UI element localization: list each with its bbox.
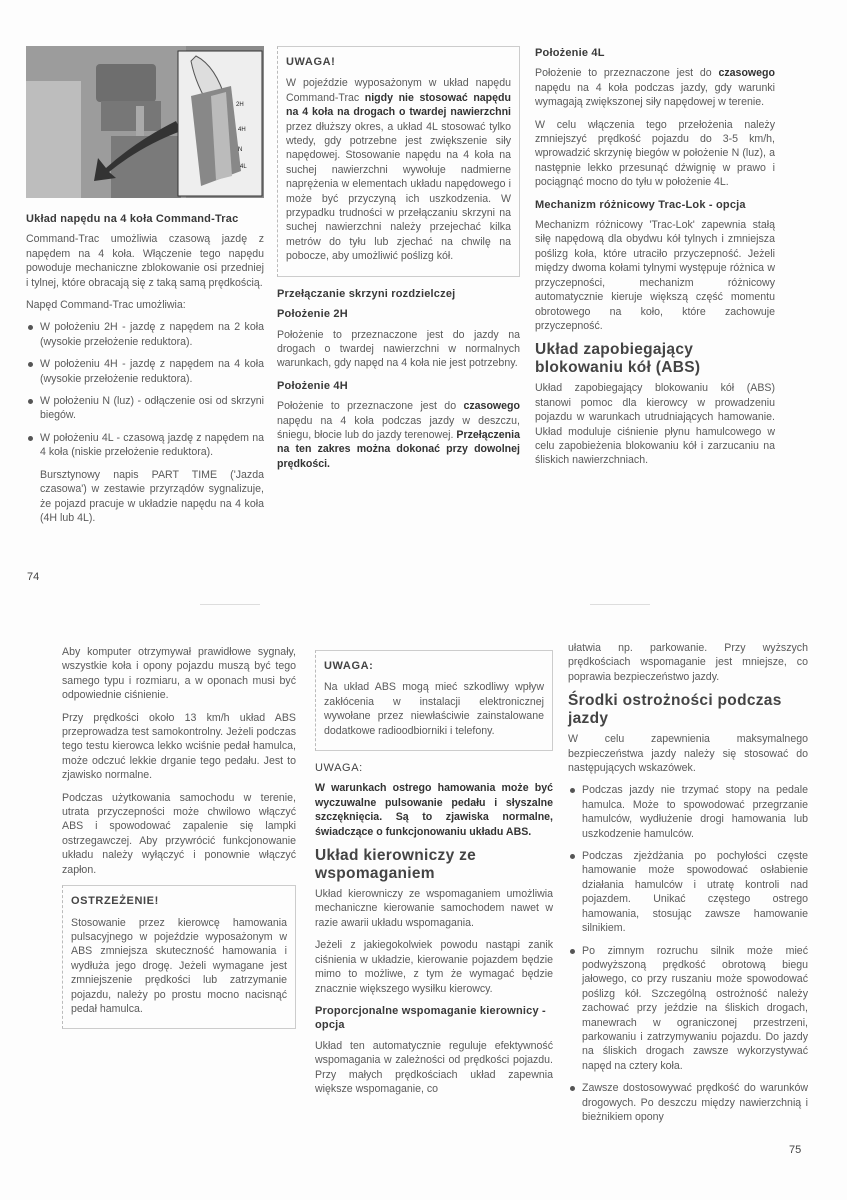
bullet-item xyxy=(568,783,808,841)
section-title: Środki ostrożności podczas jazdy xyxy=(568,692,782,728)
paragraph xyxy=(62,645,296,703)
paragraph xyxy=(535,66,775,109)
caution-box xyxy=(315,650,553,751)
paragraph xyxy=(62,791,296,877)
text-run: Podczas jazdy nie trzymać stopy na pedale hamulca. Może to spowodować przegrzanie hamulców, wydłużenie drogi hamowania lub uszkodzenie hamulców. xyxy=(582,784,808,840)
section-heading: Mechanizm różnicowy Trac-Lok - opcja xyxy=(535,198,746,211)
paragraph xyxy=(568,641,808,684)
text-run: Układ ten automatycznie reguluje efektywność wspomagania w zależności od prędkości pojazdu. Przy małych prędkościach układ zapewnia większe wspomaganie, co xyxy=(315,1039,553,1095)
text-run: W położeniu 2H - jazdę z napędem na 2 koła (wysokie przełożenie reduktora). xyxy=(40,321,264,348)
bullet-item xyxy=(568,1081,808,1124)
text-run: Aby komputer otrzymywał prawidłowe sygnały, wszystkie koła i opony pojazdu muszą być tego samego typu i rozmiaru, a w oponach musi być odpowiednie ciśnienie. xyxy=(62,646,296,702)
page-number: 75 xyxy=(789,1144,802,1156)
text-run: Po zimnym rozruchu silnik może mieć podwyższoną prędkość obrotową biegu jałowego, co przy ruszaniu może spowodować poślizg kół. Szczególną ostrożność należy zachować przy jeździe na śliskich drogach, manewrach w ograniczonej przestrzeni, parkowaniu i zatrzymywaniu pojazdu. Do jazdy na śliskich drogach zawsze wykorzystywać napęd na cztery koła. xyxy=(582,944,808,1072)
bullet-item xyxy=(26,394,264,423)
p74-col3 xyxy=(535,44,775,476)
bullet-item xyxy=(26,357,264,386)
p75-col1 xyxy=(62,645,296,1039)
paragraph xyxy=(315,781,553,839)
text-run: Układ kierowniczy ze wspomaganiem umożliwia mechaniczne kierowanie samochodem nawet w razie awarii układu wspomagania. xyxy=(315,888,553,929)
text-run: Położenie to przeznaczone jest do xyxy=(277,400,464,413)
text-run: napędu na 4 koła podczas jazdy w deszczu, śniegu, błocie lub do jazdy terenowej. xyxy=(277,414,520,441)
section-heading: Położenie 2H xyxy=(277,308,348,321)
text-run: napędu na 4 koła podczas jazdy, gdy warunki wymagają zwiększonej siły napędowej w terenie. xyxy=(535,81,775,109)
paragraph xyxy=(315,1039,553,1097)
transfer-case-lever-photo xyxy=(26,46,264,198)
p74-col2 xyxy=(277,46,520,479)
text-run: przez dłuższy okres, a układ 4L stosować tylko wtedy, gdy potrzebne jest zwiększenie siły napędowej. Stosowanie napędu na 4 koła na suchej nawierzchni wywołuje nadmierne naprężenia w elementach układu napędowego i może być przyczyną ich uszkodzenia. W przypadku trudności w przełączaniu skrzyni na suchej nawierzchni należy przejechać kilka metrów do tyłu lub zjechać na chwilę na pobocze, aby umożliwić poślizg kół. xyxy=(286,120,511,263)
page-number: 74 xyxy=(27,571,40,583)
text-run: W celu włączenia tego przełożenia należy zmniejszyć prędkość pojazdu do 3-5 km/h, wprowadzić skrzynię biegów w położenie N (luz), a następnie lekko przesunąć dźwignię w prawo i pociągnąć mocno do tyłu w położenie 4L. xyxy=(535,118,775,189)
bold-text: W warunkach ostrego hamowania może być wyczuwalne pulsowanie pedału i słyszalne szczęknięcia. Są to zjawiska normalne, świadczące o funkcjonowaniu układu ABS. xyxy=(315,782,553,838)
paragraph xyxy=(62,711,296,783)
bullet-item xyxy=(26,431,264,460)
text-run: Położenie to przeznaczone jest do jazdy na drogach o twardej nawierzchni w normalnych warunkach, gdy napęd na 4 koła nie jest potrzebny. xyxy=(277,328,520,370)
paragraph xyxy=(26,232,264,290)
text-run: Stosowanie przez kierowcę hamowania pulsacyjnego w pojeździe wyposażonym w ABS zmniejsza skuteczność hamowania i wydłuża jego drogę. Jeżeli wymagane jest zmniejszenie prędkości lub zatrzymanie pojazdu, należy po prostu mocno nacisnąć pedał hamulca. xyxy=(71,916,287,1015)
p75-col2 xyxy=(315,650,553,1104)
text-run: Położenie to przeznaczone jest do xyxy=(535,67,719,80)
bullet-item xyxy=(568,849,808,935)
text-run: Bursztynowy napis PART TIME ('Jazda czasowa') w zestawie przyrządów sygnalizuje, że pojazd pracuje w układzie napędu na 4 koła (4H lub 4L). xyxy=(40,468,264,524)
section-heading: Proporcjonalne wspomaganie kierownicy - opcja xyxy=(315,1004,546,1032)
paragraph xyxy=(315,938,553,996)
box-title: OSTRZEŻENIE! xyxy=(71,895,159,908)
bullet-item xyxy=(26,320,264,349)
warning-box xyxy=(62,885,296,1029)
paragraph xyxy=(277,328,520,371)
svg-text:4L: 4L xyxy=(240,164,247,170)
section-heading: Położenie 4H xyxy=(277,379,348,392)
paragraph xyxy=(315,887,553,930)
svg-text:2H: 2H xyxy=(236,102,244,108)
text-run: Układ zapobiegający blokowaniu kół (ABS) stanowi pomoc dla kierowcy w prowadzeniu pojazdu w warunkach utrudniających hamowanie. Układ moduluje ciśnienie płynu hamulcowego w celu zapobieżenia blokowaniu kół i zarzucaniu na śliskich nawierzchniach. xyxy=(535,382,775,467)
text-run: W położeniu N (luz) - odłączenie osi od skrzyni biegów. xyxy=(40,395,264,422)
section-title: Układ kierowniczy ze wspomaganiem xyxy=(315,847,477,883)
text-run: Jeżeli z jakiegokolwiek powodu nastąpi zanik ciśnienia w układzie, kierowanie pojazdem będzie mimo to możliwe, z tym że wymagać będzie znacznie większego wysiłku kierowcy. xyxy=(315,939,553,995)
text-run: Zawsze dostosowywać prędkość do warunków drogowych. Po deszczu między nawierzchnią i bieżnikiem opony xyxy=(582,1082,808,1123)
paragraph xyxy=(324,680,544,738)
caution-box xyxy=(277,46,520,277)
paragraph xyxy=(286,76,511,263)
paragraph xyxy=(277,399,520,471)
text-run: Mechanizm różnicowy 'Trac-Lok' zapewnia stałą siłę napędową dla obydwu kół tylnych i zmniejsza poślizg koła, które utraciło przyczepność. Jeżeli między dwoma kołami tylnymi występuje różnica w przyczepności, mechanizm różnicowy automatycznie kieruje większą część momentu obrotowego na koło, które zachowuje przyczepność. xyxy=(535,219,775,332)
text-run: Na układ ABS mogą mieć szkodliwy wpływ zakłócenia w instalacji elektronicznej wywołane przez niewłaściwie zainstalowane dodatkowe radioodbiorniki i telefony. xyxy=(324,681,544,737)
box-title: UWAGA: xyxy=(324,660,374,672)
paragraph xyxy=(535,118,775,190)
paragraph xyxy=(26,298,264,312)
divider xyxy=(200,604,260,605)
bullet-item xyxy=(568,944,808,1074)
text-run: W położeniu 4H - jazdę z napędem na 4 koła (wysokie przełożenie reduktora). xyxy=(40,358,264,385)
note-title: UWAGA: xyxy=(315,762,363,775)
text-run: ułatwia np. parkowanie. Przy wyższych prędkościach wspomaganie jest mniejsze, co poprawia bezpieczeństwo jazdy. xyxy=(568,642,808,683)
text-run: Podczas zjeżdżania po pochyłości częste hamowanie może spowodować osłabienie działania hamulców i utratę kontroli nad pojazdem. Unikać częstego ostrego hamowania, stosując zawsze hamowanie silnikiem. xyxy=(582,850,808,935)
paragraph xyxy=(568,732,808,775)
text-run: Command-Trac umożliwia czasową jazdę z napędem na 4 koła. Włączenie tego napędu powoduje mechaniczne zblokowanie osi przedniej i tylnej, które obracają się z taką samą prędkością. xyxy=(26,233,264,289)
section-heading: Położenie 4L xyxy=(535,47,605,59)
bold-text: czasowego xyxy=(718,67,775,80)
text-run: Przy prędkości około 13 km/h układ ABS przeprowadza test samokontrolny. Jeżeli podczas tego testu kierowca lekko wciśnie pedał hamulca, może odczuć lekkie drganie tego pedału. Jest to zjawisko normalne. xyxy=(62,711,296,782)
bold-text: czasowego xyxy=(463,400,520,413)
bold-text: nigdy nie stosować napędu na 4 koła na drogach o twardej nawierzchni xyxy=(286,91,511,119)
p75-col3 xyxy=(568,641,808,1132)
section-heading: Układ napędu na 4 koła Command-Trac xyxy=(26,213,239,225)
paragraph xyxy=(535,381,775,467)
svg-text:N: N xyxy=(238,147,243,153)
divider xyxy=(590,604,650,605)
p74-col1 xyxy=(26,46,264,533)
box-title: UWAGA! xyxy=(286,56,336,68)
svg-text:4H: 4H xyxy=(238,127,246,133)
section-heading: Przełączanie skrzyni rozdzielczej xyxy=(277,287,456,300)
text-run: W celu zapewnienia maksymalnego bezpieczeństwa jazdy należy się stosować do następujących wskazówek. xyxy=(568,733,808,775)
text-run: W położeniu 4L - czasową jazdę z napędem na 4 koła (niskie przełożenie reduktora). xyxy=(40,431,264,459)
text-run: Podczas użytkowania samochodu w terenie, utrata przyczepności może chwilowo włączyć ABS i spowodować zapalenie się lampki ostrzegawczej. Aby przywrócić funkcjonowanie układu należy wyłączyć i ponownie włączyć zapłon. xyxy=(62,791,296,876)
paragraph xyxy=(26,468,264,526)
text-run: Napęd Command-Trac umożliwia: xyxy=(26,299,186,312)
text-run: W pojeździe wyposażonym w układ napędu Command-Trac xyxy=(286,77,511,104)
section-title: Układ zapobiegający blokowaniu kół (ABS) xyxy=(535,341,701,377)
paragraph xyxy=(71,916,287,1017)
bold-text: Przełączenia na ten zakres można dokonać przy dowolnej prędkości. xyxy=(277,428,520,470)
paragraph xyxy=(535,218,775,333)
